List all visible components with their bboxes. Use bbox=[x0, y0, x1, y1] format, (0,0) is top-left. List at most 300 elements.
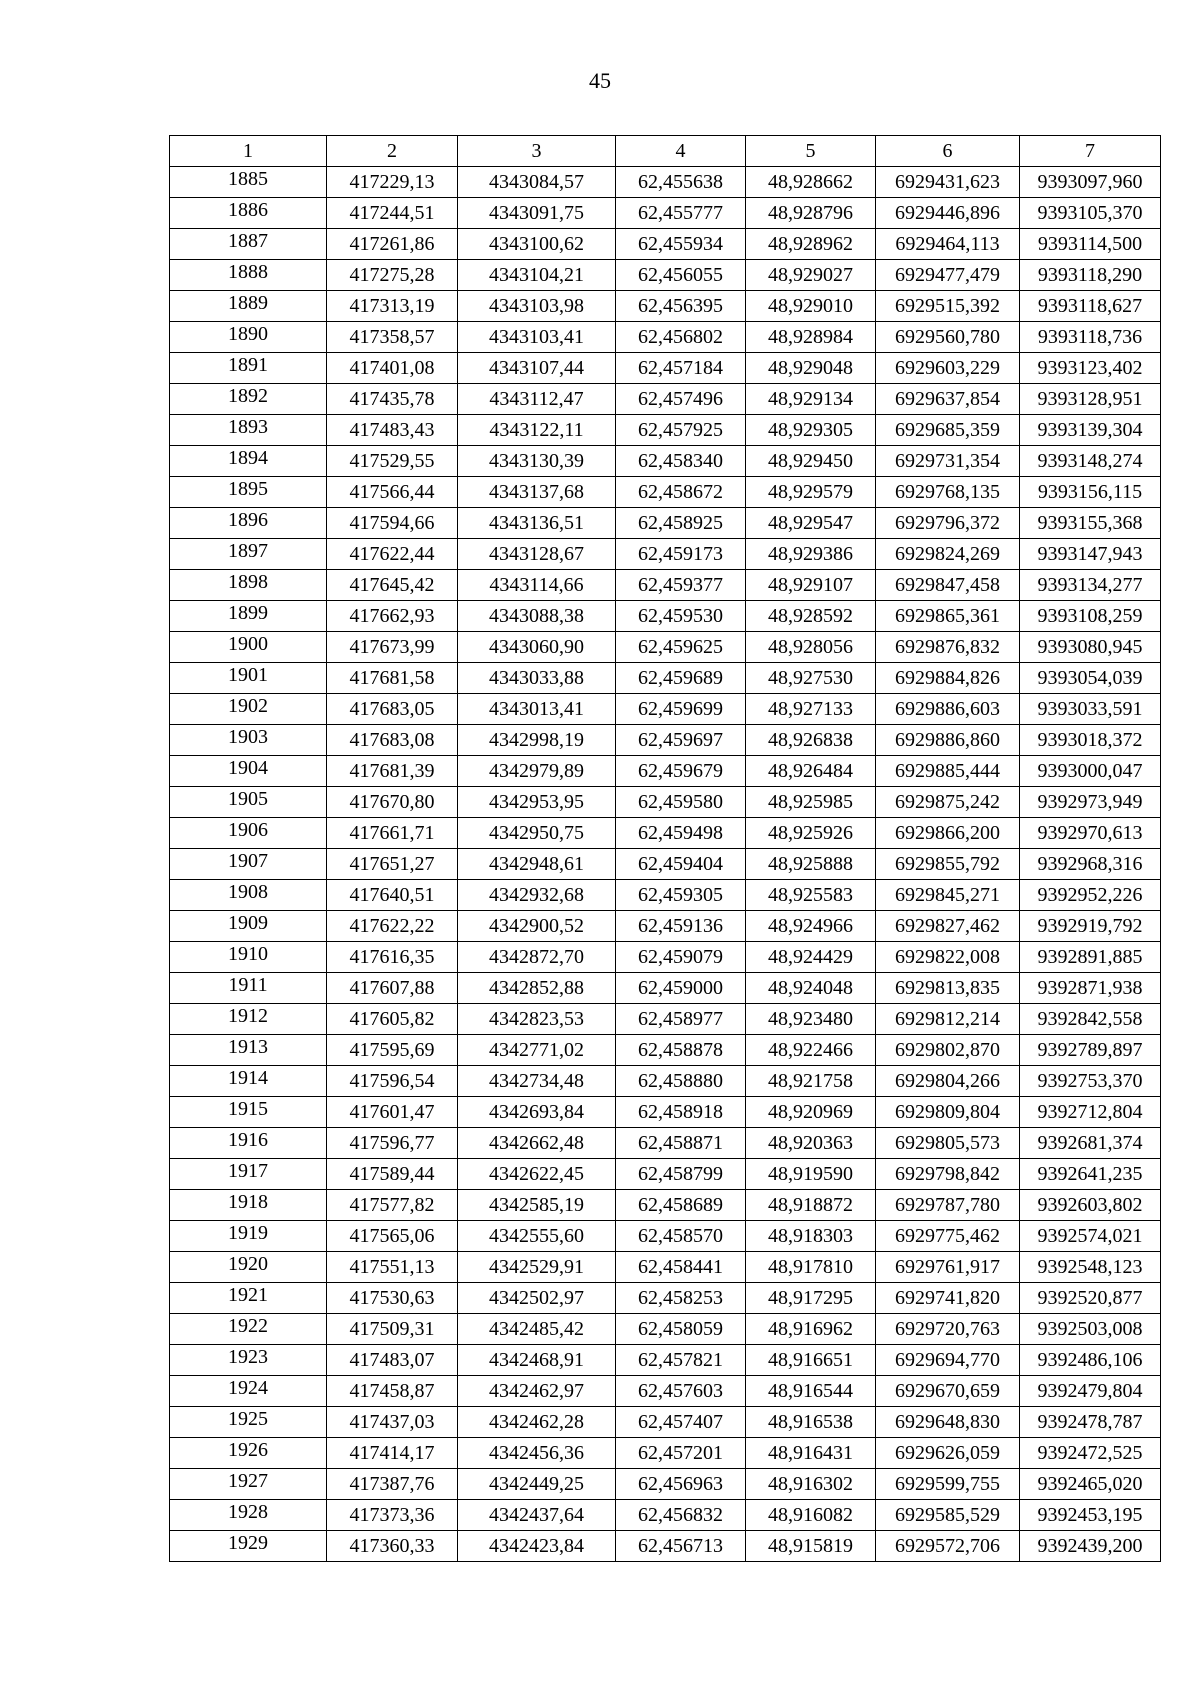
table-cell-col-7: 9393114,500 bbox=[1020, 229, 1161, 260]
table-cell-col-7: 9392548,123 bbox=[1020, 1252, 1161, 1283]
table-cell-col-7: 9392973,949 bbox=[1020, 787, 1161, 818]
table-cell-col-1: 1921 bbox=[170, 1283, 327, 1314]
table-row bbox=[170, 1190, 1161, 1221]
table-cell-col-4: 62,457496 bbox=[616, 384, 746, 415]
table-row bbox=[170, 973, 1161, 1004]
table-cell-col-1: 1926 bbox=[170, 1438, 327, 1469]
table-cell-col-5: 48,926484 bbox=[746, 756, 876, 787]
table-cell-col-3: 4342900,52 bbox=[458, 911, 616, 942]
table-cell-col-1: 1923 bbox=[170, 1345, 327, 1376]
table-cell-col-7: 9393000,047 bbox=[1020, 756, 1161, 787]
table-cell-col-7: 9393148,274 bbox=[1020, 446, 1161, 477]
table-cell-col-2: 417437,03 bbox=[327, 1407, 458, 1438]
table-cell-col-4: 62,457201 bbox=[616, 1438, 746, 1469]
table-row bbox=[170, 1159, 1161, 1190]
table-cell-col-6: 6929603,229 bbox=[876, 353, 1020, 384]
table-cell-col-4: 62,455777 bbox=[616, 198, 746, 229]
table-cell-col-3: 4342468,91 bbox=[458, 1345, 616, 1376]
table-cell-col-6: 6929477,479 bbox=[876, 260, 1020, 291]
table-cell-col-4: 62,459404 bbox=[616, 849, 746, 880]
table-cell-col-5: 48,929010 bbox=[746, 291, 876, 322]
table-cell-col-4: 62,456055 bbox=[616, 260, 746, 291]
table-row bbox=[170, 322, 1161, 353]
table-cell-col-4: 62,459689 bbox=[616, 663, 746, 694]
table-cell-col-5: 48,921758 bbox=[746, 1066, 876, 1097]
table-cell-col-1: 1896 bbox=[170, 508, 327, 539]
table-cell-col-1: 1914 bbox=[170, 1066, 327, 1097]
table-cell-col-6: 6929515,392 bbox=[876, 291, 1020, 322]
table-cell-col-2: 417601,47 bbox=[327, 1097, 458, 1128]
table-cell-col-5: 48,917810 bbox=[746, 1252, 876, 1283]
table-cell-col-2: 417358,57 bbox=[327, 322, 458, 353]
table-cell-col-4: 62,459173 bbox=[616, 539, 746, 570]
table-cell-col-3: 4342449,25 bbox=[458, 1469, 616, 1500]
table-cell-col-1: 1901 bbox=[170, 663, 327, 694]
table-cell-col-6: 6929626,059 bbox=[876, 1438, 1020, 1469]
table-row bbox=[170, 260, 1161, 291]
table-cell-col-2: 417458,87 bbox=[327, 1376, 458, 1407]
table-cell-col-6: 6929827,462 bbox=[876, 911, 1020, 942]
table-cell-col-4: 62,458441 bbox=[616, 1252, 746, 1283]
table-cell-col-7: 9392753,370 bbox=[1020, 1066, 1161, 1097]
table-cell-col-3: 4342734,48 bbox=[458, 1066, 616, 1097]
table-cell-col-5: 48,920363 bbox=[746, 1128, 876, 1159]
table-cell-col-6: 6929798,842 bbox=[876, 1159, 1020, 1190]
table-row bbox=[170, 167, 1161, 198]
table-cell-col-3: 4342622,45 bbox=[458, 1159, 616, 1190]
table-cell-col-1: 1920 bbox=[170, 1252, 327, 1283]
table-cell-col-5: 48,918872 bbox=[746, 1190, 876, 1221]
table-cell-col-4: 62,458918 bbox=[616, 1097, 746, 1128]
table-cell-col-5: 48,925926 bbox=[746, 818, 876, 849]
table-cell-col-7: 9392641,235 bbox=[1020, 1159, 1161, 1190]
table-cell-col-4: 62,458880 bbox=[616, 1066, 746, 1097]
table-cell-col-6: 6929560,780 bbox=[876, 322, 1020, 353]
table-cell-col-6: 6929865,361 bbox=[876, 601, 1020, 632]
table-cell-col-3: 4342950,75 bbox=[458, 818, 616, 849]
table-cell-col-1: 1902 bbox=[170, 694, 327, 725]
table-cell-col-7: 9393018,372 bbox=[1020, 725, 1161, 756]
table-cell-col-4: 62,459136 bbox=[616, 911, 746, 942]
table-cell-col-3: 4342462,28 bbox=[458, 1407, 616, 1438]
table-cell-col-4: 62,458059 bbox=[616, 1314, 746, 1345]
table-cell-col-5: 48,916544 bbox=[746, 1376, 876, 1407]
table-row bbox=[170, 1221, 1161, 1252]
table-cell-col-3: 4342998,19 bbox=[458, 725, 616, 756]
table-cell-col-7: 9392712,804 bbox=[1020, 1097, 1161, 1128]
table-cell-col-2: 417435,78 bbox=[327, 384, 458, 415]
table-cell-col-3: 4342437,64 bbox=[458, 1500, 616, 1531]
table-cell-col-6: 6929599,755 bbox=[876, 1469, 1020, 1500]
table-cell-col-1: 1907 bbox=[170, 849, 327, 880]
table-cell-col-6: 6929855,792 bbox=[876, 849, 1020, 880]
table-cell-col-4: 62,457821 bbox=[616, 1345, 746, 1376]
table-cell-col-5: 48,929305 bbox=[746, 415, 876, 446]
table-cell-col-7: 9392871,938 bbox=[1020, 973, 1161, 1004]
table-row bbox=[170, 1252, 1161, 1283]
table-cell-col-4: 62,458871 bbox=[616, 1128, 746, 1159]
table-cell-col-2: 417640,51 bbox=[327, 880, 458, 911]
table-cell-col-7: 9392842,558 bbox=[1020, 1004, 1161, 1035]
column-header-1: 1 bbox=[170, 136, 327, 167]
table-cell-col-2: 417673,99 bbox=[327, 632, 458, 663]
table-cell-col-1: 1928 bbox=[170, 1500, 327, 1531]
table-header bbox=[170, 136, 1161, 167]
table-cell-col-3: 4343136,51 bbox=[458, 508, 616, 539]
table-cell-col-7: 9393033,591 bbox=[1020, 694, 1161, 725]
table-cell-col-4: 62,459305 bbox=[616, 880, 746, 911]
table-cell-col-5: 48,916651 bbox=[746, 1345, 876, 1376]
table-cell-col-5: 48,926838 bbox=[746, 725, 876, 756]
table-cell-col-1: 1906 bbox=[170, 818, 327, 849]
table-cell-col-4: 62,457603 bbox=[616, 1376, 746, 1407]
table-cell-col-1: 1905 bbox=[170, 787, 327, 818]
table-cell-col-7: 9393118,627 bbox=[1020, 291, 1161, 322]
table-cell-col-1: 1904 bbox=[170, 756, 327, 787]
table-cell-col-5: 48,928592 bbox=[746, 601, 876, 632]
table-cell-col-2: 417645,42 bbox=[327, 570, 458, 601]
table-cell-col-1: 1895 bbox=[170, 477, 327, 508]
table-cell-col-5: 48,929107 bbox=[746, 570, 876, 601]
table-row bbox=[170, 539, 1161, 570]
table-cell-col-4: 62,455934 bbox=[616, 229, 746, 260]
table-cell-col-4: 62,459377 bbox=[616, 570, 746, 601]
table-cell-col-2: 417605,82 bbox=[327, 1004, 458, 1035]
table-cell-col-3: 4343103,41 bbox=[458, 322, 616, 353]
column-header-5: 5 bbox=[746, 136, 876, 167]
table-row bbox=[170, 942, 1161, 973]
table-cell-col-6: 6929775,462 bbox=[876, 1221, 1020, 1252]
table-cell-col-2: 417681,39 bbox=[327, 756, 458, 787]
table-cell-col-1: 1911 bbox=[170, 973, 327, 1004]
table-cell-col-4: 62,459697 bbox=[616, 725, 746, 756]
table-cell-col-2: 417681,58 bbox=[327, 663, 458, 694]
table-cell-col-7: 9392574,021 bbox=[1020, 1221, 1161, 1252]
table-cell-col-2: 417622,22 bbox=[327, 911, 458, 942]
table-cell-col-2: 417360,33 bbox=[327, 1531, 458, 1562]
table-cell-col-7: 9393139,304 bbox=[1020, 415, 1161, 446]
table-row bbox=[170, 756, 1161, 787]
coordinates-table bbox=[169, 135, 1161, 1562]
table-cell-col-2: 417683,05 bbox=[327, 694, 458, 725]
table-cell-col-2: 417622,44 bbox=[327, 539, 458, 570]
table-cell-col-5: 48,927530 bbox=[746, 663, 876, 694]
table-row bbox=[170, 1407, 1161, 1438]
table-cell-col-1: 1887 bbox=[170, 229, 327, 260]
table-cell-col-4: 62,458799 bbox=[616, 1159, 746, 1190]
table-cell-col-1: 1909 bbox=[170, 911, 327, 942]
table-cell-col-7: 9393118,290 bbox=[1020, 260, 1161, 291]
table-cell-col-3: 4343130,39 bbox=[458, 446, 616, 477]
table-cell-col-2: 417244,51 bbox=[327, 198, 458, 229]
table-cell-col-6: 6929648,830 bbox=[876, 1407, 1020, 1438]
table-cell-col-7: 9393147,943 bbox=[1020, 539, 1161, 570]
table-row bbox=[170, 1097, 1161, 1128]
table-cell-col-3: 4342693,84 bbox=[458, 1097, 616, 1128]
table-cell-col-3: 4343100,62 bbox=[458, 229, 616, 260]
table-row bbox=[170, 1004, 1161, 1035]
table-cell-col-5: 48,919590 bbox=[746, 1159, 876, 1190]
table-cell-col-1: 1885 bbox=[170, 167, 327, 198]
table-cell-col-6: 6929875,242 bbox=[876, 787, 1020, 818]
table-cell-col-1: 1888 bbox=[170, 260, 327, 291]
table-cell-col-2: 417483,43 bbox=[327, 415, 458, 446]
table-cell-col-1: 1889 bbox=[170, 291, 327, 322]
table-cell-col-6: 6929876,832 bbox=[876, 632, 1020, 663]
table-cell-col-2: 417387,76 bbox=[327, 1469, 458, 1500]
table-cell-col-5: 48,916082 bbox=[746, 1500, 876, 1531]
table-cell-col-7: 9392603,802 bbox=[1020, 1190, 1161, 1221]
table-cell-col-6: 6929809,804 bbox=[876, 1097, 1020, 1128]
table-cell-col-1: 1899 bbox=[170, 601, 327, 632]
table-cell-col-2: 417670,80 bbox=[327, 787, 458, 818]
table-cell-col-6: 6929886,860 bbox=[876, 725, 1020, 756]
table-cell-col-6: 6929885,444 bbox=[876, 756, 1020, 787]
column-header-6: 6 bbox=[876, 136, 1020, 167]
table-cell-col-7: 9393134,277 bbox=[1020, 570, 1161, 601]
table-cell-col-5: 48,922466 bbox=[746, 1035, 876, 1066]
table-cell-col-5: 48,925583 bbox=[746, 880, 876, 911]
table-row bbox=[170, 694, 1161, 725]
table-cell-col-4: 62,458925 bbox=[616, 508, 746, 539]
table-cell-col-5: 48,928962 bbox=[746, 229, 876, 260]
table-cell-col-5: 48,916431 bbox=[746, 1438, 876, 1469]
table-cell-col-2: 417594,66 bbox=[327, 508, 458, 539]
table-cell-col-5: 48,929048 bbox=[746, 353, 876, 384]
table-cell-col-3: 4343103,98 bbox=[458, 291, 616, 322]
table-cell-col-5: 48,929386 bbox=[746, 539, 876, 570]
table-cell-col-6: 6929884,826 bbox=[876, 663, 1020, 694]
table-row bbox=[170, 353, 1161, 384]
table-cell-col-7: 9393105,370 bbox=[1020, 198, 1161, 229]
table-cell-col-5: 48,928662 bbox=[746, 167, 876, 198]
table-cell-col-6: 6929720,763 bbox=[876, 1314, 1020, 1345]
table-cell-col-3: 4343122,11 bbox=[458, 415, 616, 446]
table-row bbox=[170, 1283, 1161, 1314]
table-cell-col-7: 9392472,525 bbox=[1020, 1438, 1161, 1469]
table-cell-col-2: 417401,08 bbox=[327, 353, 458, 384]
table-cell-col-5: 48,916538 bbox=[746, 1407, 876, 1438]
table-cell-col-4: 62,456832 bbox=[616, 1500, 746, 1531]
table-cell-col-1: 1929 bbox=[170, 1531, 327, 1562]
table-cell-col-6: 6929805,573 bbox=[876, 1128, 1020, 1159]
table-cell-col-6: 6929670,659 bbox=[876, 1376, 1020, 1407]
table-cell-col-1: 1894 bbox=[170, 446, 327, 477]
table-row bbox=[170, 1500, 1161, 1531]
table-cell-col-2: 417616,35 bbox=[327, 942, 458, 973]
table-row bbox=[170, 570, 1161, 601]
table-cell-col-7: 9392789,897 bbox=[1020, 1035, 1161, 1066]
table-cell-col-1: 1917 bbox=[170, 1159, 327, 1190]
table-cell-col-7: 9392453,195 bbox=[1020, 1500, 1161, 1531]
table-cell-col-4: 62,459625 bbox=[616, 632, 746, 663]
table-cell-col-1: 1893 bbox=[170, 415, 327, 446]
table-cell-col-5: 48,928796 bbox=[746, 198, 876, 229]
table-cell-col-3: 4342485,42 bbox=[458, 1314, 616, 1345]
table-cell-col-7: 9392681,374 bbox=[1020, 1128, 1161, 1159]
table-cell-col-3: 4342852,88 bbox=[458, 973, 616, 1004]
table-cell-col-3: 4342555,60 bbox=[458, 1221, 616, 1252]
table-cell-col-4: 62,459079 bbox=[616, 942, 746, 973]
table-cell-col-5: 48,929579 bbox=[746, 477, 876, 508]
table-cell-col-5: 48,916302 bbox=[746, 1469, 876, 1500]
table-cell-col-1: 1891 bbox=[170, 353, 327, 384]
table-cell-col-5: 48,917295 bbox=[746, 1283, 876, 1314]
table-cell-col-6: 6929847,458 bbox=[876, 570, 1020, 601]
table-cell-col-1: 1927 bbox=[170, 1469, 327, 1500]
table-cell-col-4: 62,458340 bbox=[616, 446, 746, 477]
table-cell-col-7: 9392891,885 bbox=[1020, 942, 1161, 973]
table-cell-col-3: 4343107,44 bbox=[458, 353, 616, 384]
table-cell-col-3: 4343137,68 bbox=[458, 477, 616, 508]
table-cell-col-4: 62,459498 bbox=[616, 818, 746, 849]
table-cell-col-1: 1910 bbox=[170, 942, 327, 973]
table-row bbox=[170, 849, 1161, 880]
table-cell-col-3: 4343033,88 bbox=[458, 663, 616, 694]
table-cell-col-2: 417275,28 bbox=[327, 260, 458, 291]
page-number: 45 bbox=[589, 68, 611, 93]
table-cell-col-5: 48,924048 bbox=[746, 973, 876, 1004]
column-header-2: 2 bbox=[327, 136, 458, 167]
table-cell-col-3: 4342953,95 bbox=[458, 787, 616, 818]
table-cell-col-2: 417596,54 bbox=[327, 1066, 458, 1097]
table-row bbox=[170, 725, 1161, 756]
table-cell-col-7: 9392465,020 bbox=[1020, 1469, 1161, 1500]
table-cell-col-7: 9392970,613 bbox=[1020, 818, 1161, 849]
table-cell-col-2: 417651,27 bbox=[327, 849, 458, 880]
table-cell-col-2: 417313,19 bbox=[327, 291, 458, 322]
table-cell-col-3: 4342662,48 bbox=[458, 1128, 616, 1159]
table-cell-col-3: 4342529,91 bbox=[458, 1252, 616, 1283]
table-cell-col-3: 4342462,97 bbox=[458, 1376, 616, 1407]
table-cell-col-4: 62,459580 bbox=[616, 787, 746, 818]
table-cell-col-4: 62,456802 bbox=[616, 322, 746, 353]
table-cell-col-4: 62,458672 bbox=[616, 477, 746, 508]
table-cell-col-2: 417229,13 bbox=[327, 167, 458, 198]
table-cell-col-4: 62,457925 bbox=[616, 415, 746, 446]
table-cell-col-4: 62,459530 bbox=[616, 601, 746, 632]
table-cell-col-2: 417414,17 bbox=[327, 1438, 458, 1469]
table-cell-col-7: 9392520,877 bbox=[1020, 1283, 1161, 1314]
table-cell-col-7: 9393080,945 bbox=[1020, 632, 1161, 663]
table-cell-col-3: 4342771,02 bbox=[458, 1035, 616, 1066]
table-row bbox=[170, 415, 1161, 446]
table-cell-col-5: 48,928984 bbox=[746, 322, 876, 353]
table-cell-col-7: 9392478,787 bbox=[1020, 1407, 1161, 1438]
table-row bbox=[170, 663, 1161, 694]
table-cell-col-5: 48,924966 bbox=[746, 911, 876, 942]
table-cell-col-1: 1916 bbox=[170, 1128, 327, 1159]
table-cell-col-7: 9393128,951 bbox=[1020, 384, 1161, 415]
table-cell-col-4: 62,456963 bbox=[616, 1469, 746, 1500]
table-row bbox=[170, 477, 1161, 508]
table-row bbox=[170, 198, 1161, 229]
table-cell-col-3: 4343084,57 bbox=[458, 167, 616, 198]
table-cell-col-5: 48,929450 bbox=[746, 446, 876, 477]
table-cell-col-1: 1913 bbox=[170, 1035, 327, 1066]
table-cell-col-7: 9393123,402 bbox=[1020, 353, 1161, 384]
table-cell-col-3: 4343091,75 bbox=[458, 198, 616, 229]
table-cell-col-6: 6929866,200 bbox=[876, 818, 1020, 849]
table-cell-col-3: 4343128,67 bbox=[458, 539, 616, 570]
table-cell-col-1: 1897 bbox=[170, 539, 327, 570]
table-row bbox=[170, 1438, 1161, 1469]
table-cell-col-6: 6929572,706 bbox=[876, 1531, 1020, 1562]
table-cell-col-4: 62,457184 bbox=[616, 353, 746, 384]
table-cell-col-7: 9393118,736 bbox=[1020, 322, 1161, 353]
table-cell-col-3: 4343088,38 bbox=[458, 601, 616, 632]
column-header-3: 3 bbox=[458, 136, 616, 167]
table-cell-col-3: 4343060,90 bbox=[458, 632, 616, 663]
table-cell-col-7: 9392439,200 bbox=[1020, 1531, 1161, 1562]
table-cell-col-5: 48,927133 bbox=[746, 694, 876, 725]
table-cell-col-7: 9392919,792 bbox=[1020, 911, 1161, 942]
table-cell-col-6: 6929685,359 bbox=[876, 415, 1020, 446]
table-cell-col-7: 9392486,106 bbox=[1020, 1345, 1161, 1376]
table-row bbox=[170, 1345, 1161, 1376]
table-cell-col-6: 6929768,135 bbox=[876, 477, 1020, 508]
table-cell-col-6: 6929761,917 bbox=[876, 1252, 1020, 1283]
table-cell-col-2: 417261,86 bbox=[327, 229, 458, 260]
table-cell-col-5: 48,923480 bbox=[746, 1004, 876, 1035]
table-cell-col-6: 6929585,529 bbox=[876, 1500, 1020, 1531]
table-cell-col-1: 1892 bbox=[170, 384, 327, 415]
table-row bbox=[170, 508, 1161, 539]
table-cell-col-6: 6929464,113 bbox=[876, 229, 1020, 260]
table-cell-col-3: 4342585,19 bbox=[458, 1190, 616, 1221]
table-cell-col-3: 4342948,61 bbox=[458, 849, 616, 880]
table-cell-col-5: 48,928056 bbox=[746, 632, 876, 663]
table-cell-col-5: 48,924429 bbox=[746, 942, 876, 973]
table-cell-col-3: 4342823,53 bbox=[458, 1004, 616, 1035]
table-cell-col-1: 1886 bbox=[170, 198, 327, 229]
table-cell-col-6: 6929637,854 bbox=[876, 384, 1020, 415]
table-cell-col-3: 4342979,89 bbox=[458, 756, 616, 787]
table-cell-col-3: 4342456,36 bbox=[458, 1438, 616, 1469]
table-cell-col-5: 48,916962 bbox=[746, 1314, 876, 1345]
table-cell-col-6: 6929822,008 bbox=[876, 942, 1020, 973]
table-cell-col-3: 4343104,21 bbox=[458, 260, 616, 291]
table-cell-col-4: 62,458878 bbox=[616, 1035, 746, 1066]
table-cell-col-4: 62,455638 bbox=[616, 167, 746, 198]
table-cell-col-4: 62,456395 bbox=[616, 291, 746, 322]
header-row bbox=[170, 136, 1161, 167]
table-cell-col-7: 9393097,960 bbox=[1020, 167, 1161, 198]
table-cell-col-7: 9392952,226 bbox=[1020, 880, 1161, 911]
column-header-4: 4 bbox=[616, 136, 746, 167]
table-cell-col-5: 48,929027 bbox=[746, 260, 876, 291]
table-cell-col-4: 62,458253 bbox=[616, 1283, 746, 1314]
table-row bbox=[170, 1128, 1161, 1159]
table-cell-col-6: 6929824,269 bbox=[876, 539, 1020, 570]
table-cell-col-2: 417661,71 bbox=[327, 818, 458, 849]
table-cell-col-6: 6929812,214 bbox=[876, 1004, 1020, 1035]
table-cell-col-4: 62,459679 bbox=[616, 756, 746, 787]
table-cell-col-6: 6929694,770 bbox=[876, 1345, 1020, 1376]
table-cell-col-1: 1908 bbox=[170, 880, 327, 911]
table-cell-col-2: 417595,69 bbox=[327, 1035, 458, 1066]
table-cell-col-2: 417530,63 bbox=[327, 1283, 458, 1314]
table-cell-col-3: 4343112,47 bbox=[458, 384, 616, 415]
table-cell-col-5: 48,925985 bbox=[746, 787, 876, 818]
table-cell-col-2: 417373,36 bbox=[327, 1500, 458, 1531]
table-cell-col-4: 62,457407 bbox=[616, 1407, 746, 1438]
table-cell-col-2: 417483,07 bbox=[327, 1345, 458, 1376]
table-cell-col-1: 1922 bbox=[170, 1314, 327, 1345]
table-cell-col-6: 6929845,271 bbox=[876, 880, 1020, 911]
table-cell-col-4: 62,458570 bbox=[616, 1221, 746, 1252]
table-row bbox=[170, 384, 1161, 415]
